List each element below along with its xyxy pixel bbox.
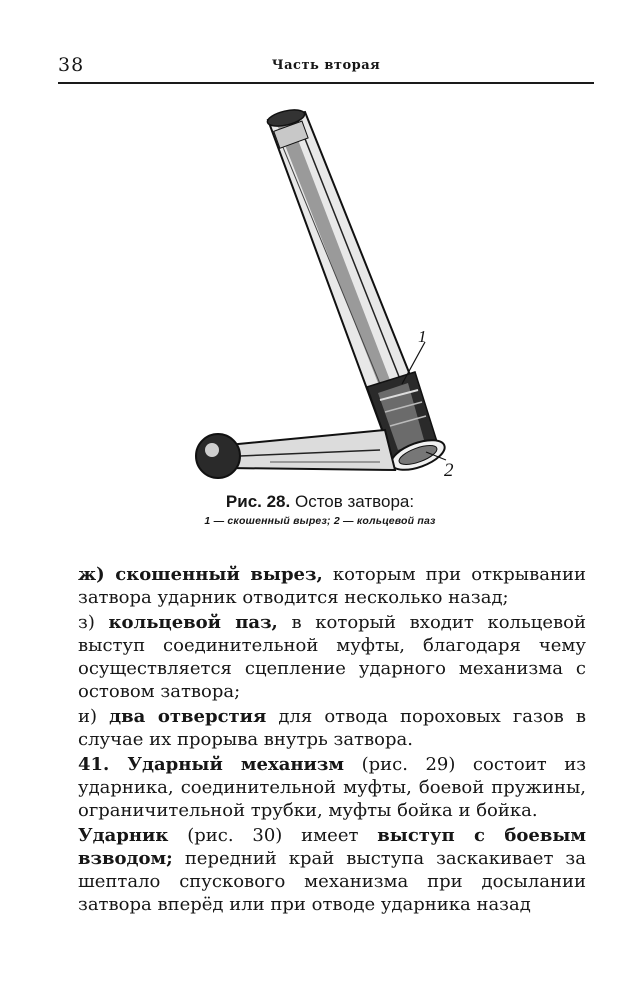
callout-1-label: 1 — [418, 327, 427, 346]
paragraph-two-holes — [78, 705, 586, 751]
text-firing-mechanism: (рис. 29) состоит из ударника, соединительной муфты, боевой пружины, ограничительной трубки, муфты бойка и бойка. — [78, 754, 587, 821]
text-two-holes: для отвода пороховых газов в случае их прорыва внутрь затвора. — [78, 706, 586, 750]
text-striker: передний край выступа заскакивает за шептало спускового механизма при досылании затвора вперёд или при отводе ударника назад — [78, 848, 586, 915]
caption-title — [0, 492, 640, 512]
bolt-handle — [196, 430, 395, 478]
header-rule — [58, 82, 594, 84]
page-number: 38 — [58, 54, 85, 76]
lead-two-holes: и) — [78, 706, 98, 727]
lead-ring-groove: з) — [78, 612, 95, 633]
caption-legend: 1 — скошенный вырез; 2 — кольцевой паз — [204, 515, 436, 527]
page-header — [58, 54, 594, 90]
text-ring-groove: в который входит кольцевой выступ соединительной муфты, благодаря чему осуществляется сцепление ударного механизма с остовом затвора; — [78, 612, 586, 702]
body-text — [78, 563, 586, 916]
paragraph-striker — [78, 824, 586, 916]
paragraph-oblique-cut — [78, 563, 586, 609]
caption-figure-title: Остов затвора: — [294, 492, 415, 511]
paragraph-firing-mechanism — [78, 753, 586, 822]
term-oblique-cut: ж) скошенный вырез, — [78, 564, 323, 585]
bolt-body-illustration — [180, 100, 470, 490]
term-firing-mechanism: 41. Ударный механизм — [78, 754, 345, 775]
figure-caption — [0, 492, 640, 527]
callout-2-label: 2 — [444, 460, 454, 481]
text-oblique-cut: которым при открывании затвора ударник отводится несколько назад; — [78, 564, 586, 608]
term-two-holes: два отверстия — [109, 706, 267, 727]
paragraph-ring-groove — [78, 611, 586, 703]
term-cocking-lug: выступ с боевым взводом; — [78, 825, 586, 869]
term-striker: Ударник — [78, 825, 169, 846]
caption-figure-label: Рис. 28. — [225, 492, 291, 511]
running-title: Часть вторая — [271, 58, 381, 73]
text-striker-ref: (рис. 30) имеет — [187, 825, 359, 846]
bolt-body-figure — [180, 100, 470, 490]
term-ring-groove: кольцевой паз, — [108, 612, 278, 633]
